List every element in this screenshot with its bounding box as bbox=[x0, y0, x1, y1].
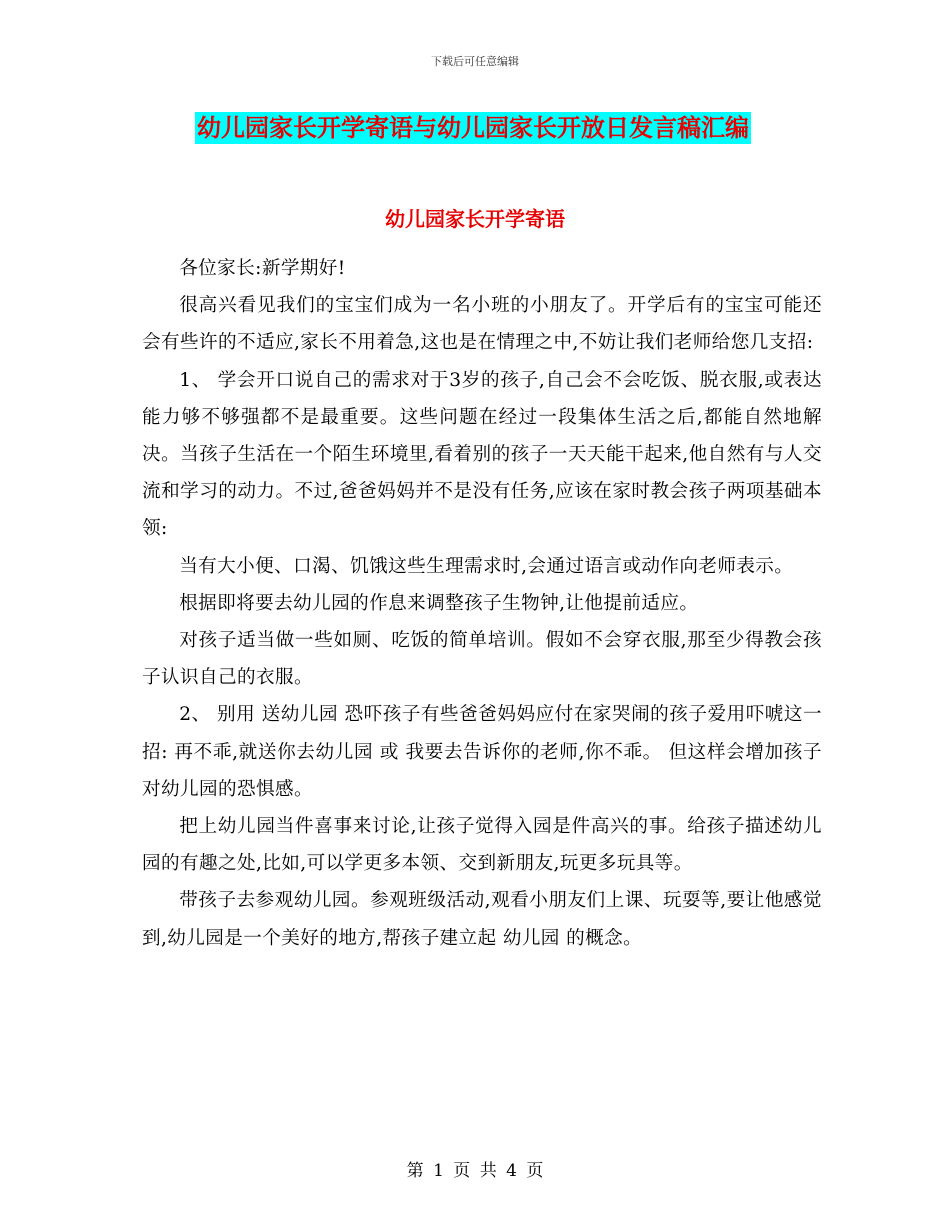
document-body bbox=[142, 250, 822, 957]
paragraph-skill-1: 当有大小便、口渴、饥饿这些生理需求时,会通过语言或动作向老师表示。 bbox=[179, 555, 794, 577]
document-main-title: 幼儿园家长开学寄语与幼儿园家长开放日发言稿汇编 bbox=[197, 114, 749, 142]
paragraph-intro: 很高兴看见我们的宝宝们成为一名小班的小朋友了。开学后有的宝宝可能还会有些许的不适应,家长不用着急,这也是在情理之中,不妨让我们老师给您几支招: bbox=[142, 295, 822, 354]
page-number: 第 1 页 共 4 页 bbox=[406, 1161, 544, 1181]
paragraph-greeting: 各位家长:新学期好! bbox=[179, 258, 346, 279]
paragraph-tip-2: 2、 别用 送幼儿园 恐吓孩子有些爸爸妈妈应付在家哭闹的孩子爱用吓唬这一招: 再不乖,就送你去幼儿园 或 我要去告诉你的老师,你不乖。 但这样会增加孩子对幼儿园的恐惧感。 bbox=[142, 704, 822, 800]
paragraph-skill-3: 对孩子适当做一些如厕、吃饭的简单培训。假如不会穿衣服,那至少得教会孩子认识自己的衣服。 bbox=[142, 630, 822, 689]
paragraph-advice-1: 把上幼儿园当件喜事来讨论,让孩子觉得入园是件高兴的事。给孩子描述幼儿园的有趣之处,比如,可以学更多本领、交到新朋友,玩更多玩具等。 bbox=[142, 816, 822, 875]
paragraph-advice-2: 带孩子去参观幼儿园。参观班级活动,观看小朋友们上课、玩耍等,要让他感觉到,幼儿园是一个美好的地方,帮孩子建立起 幼儿园 的概念。 bbox=[142, 890, 822, 949]
download-note: 下载后可任意编辑 bbox=[431, 55, 519, 68]
paragraph-tip-1: 1、 学会开口说自己的需求对于3岁的孩子,自己会不会吃饭、脱衣服,或表达能力够不够强都不是最重要。这些问题在经过一段集体生活之后,都能自然地解决。当孩子生活在一个陌生环境里,看着别的孩子一天天能干起来,他自然有与人交流和学习的动力。不过,爸爸妈妈并不是没有任务,应该在家时教会孩子两项基础本领: bbox=[142, 369, 822, 540]
section-title: 幼儿园家长开学寄语 bbox=[385, 207, 565, 231]
paragraph-skill-2: 根据即将要去幼儿园的作息来调整孩子生物钟,让他提前适应。 bbox=[179, 592, 699, 614]
